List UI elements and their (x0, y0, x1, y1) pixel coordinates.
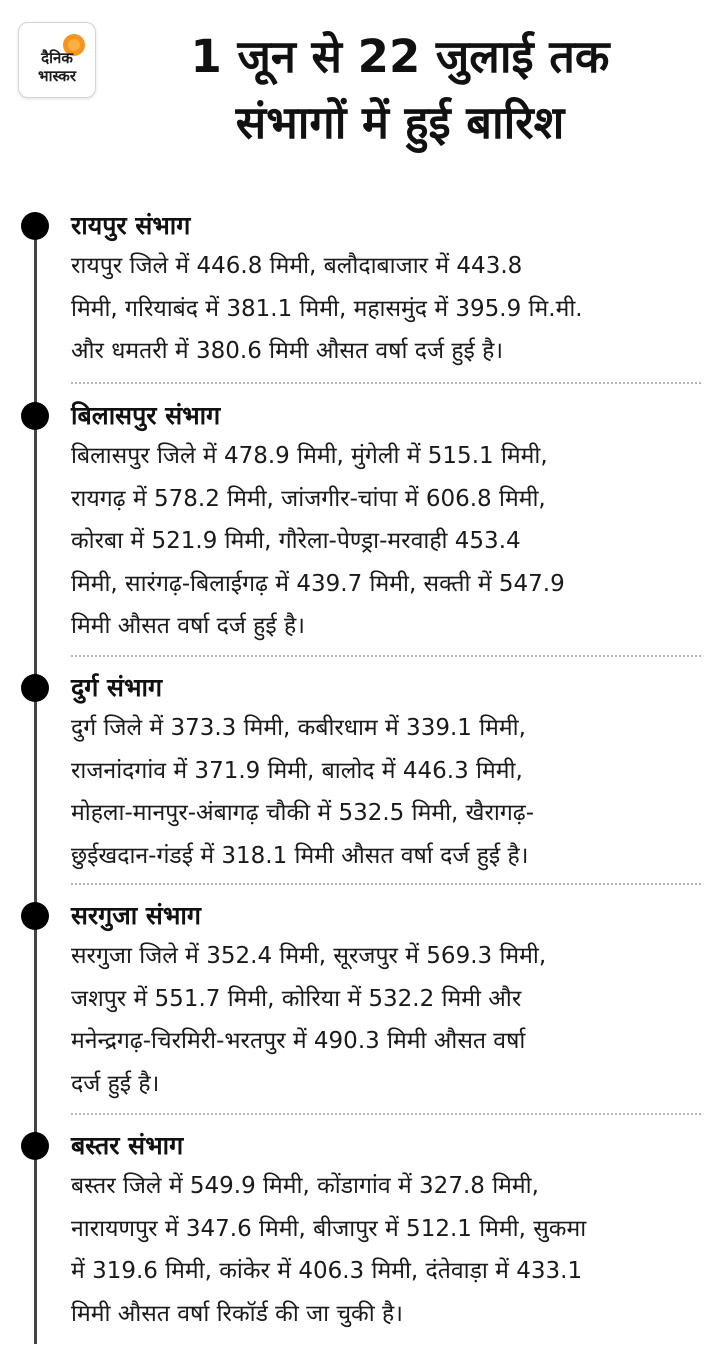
body-line: नारायणपुर में 347.6 मिमी, बीजापुर में 512.1 मिमी, सुकमा (71, 1215, 587, 1242)
bullet-dot-icon (21, 674, 49, 702)
body-line: बिलासपुर जिले में 478.9 मिमी, मुंगेली में 515.1 मिमी, (71, 443, 548, 469)
section-divider (71, 883, 701, 885)
body-line: छुईखदान-गंडई में 318.1 मिमी औसत वर्षा दर्ज हुई है। (71, 842, 529, 869)
body-line: मिमी, सारंगढ़-बिलाईगढ़ में 439.7 मिमी, सक्ती में 547.9 (71, 570, 565, 597)
logo-line-2: भास्कर (38, 67, 76, 85)
body-line: मिमी औसत वर्षा दर्ज हुई है। (71, 613, 305, 640)
section-divider (71, 1113, 701, 1115)
section-heading: सरगुजा संभाग (71, 901, 201, 930)
body-line: दुर्ग जिले में 373.3 मिमी, कबीरधाम में 339.1 मिमी, (71, 715, 526, 741)
sun-logo-icon (24, 29, 90, 91)
section-heading: बिलासपुर संभाग (71, 401, 221, 430)
bullet-dot-icon (21, 212, 49, 240)
body-line: मोहला-मानपुर-अंबागढ़ चौकी में 532.5 मिमी, खैरागढ़- (71, 800, 535, 827)
timeline-line (34, 218, 37, 1344)
section-heading: रायपुर संभाग (71, 211, 191, 240)
section-body (71, 435, 707, 648)
dainik-bhaskar-logo (18, 22, 96, 98)
page-title (100, 24, 700, 156)
body-line: बस्तर जिले में 549.9 मिमी, कोंडागांव में 327.8 मिमी, (71, 1173, 539, 1199)
title-line-2: संभागों में हुई बारिश (235, 96, 565, 149)
section-body (71, 1165, 707, 1335)
section-body (71, 245, 707, 373)
section-divider (71, 382, 701, 384)
body-line: और धमतरी में 380.6 मिमी औसत वर्षा दर्ज हुई है। (71, 338, 504, 365)
logo-line-1: दैनिक (41, 49, 73, 67)
body-line: रायगढ़ में 578.2 मिमी, जांजगीर-चांपा में 606.8 मिमी, (71, 485, 546, 512)
bullet-dot-icon (21, 1132, 49, 1160)
body-line: मिमी औसत वर्षा रिकॉर्ड की जा चुकी है। (71, 1300, 403, 1327)
section-heading: दुर्ग संभाग (71, 673, 163, 702)
bullet-dot-icon (21, 402, 49, 430)
body-line: राजनांदगांव में 371.9 मिमी, बालोद में 446.3 मिमी, (71, 757, 523, 784)
section-body (71, 707, 707, 877)
body-line: कोरबा में 521.9 मिमी, गौरेला-पेण्ड्रा-मरवाही 453.4 (71, 528, 521, 555)
bullet-dot-icon (21, 902, 49, 930)
body-line: मनेन्द्रगढ़-चिरमिरी-भरतपुर में 490.3 मिमी औसत वर्षा (71, 1028, 526, 1055)
body-line: सरगुजा जिले में 352.4 मिमी, सूरजपुर में 569.3 मिमी, (71, 943, 547, 969)
body-line: रायपुर जिले में 446.8 मिमी, बलौदाबाजार में 443.8 (71, 253, 523, 279)
body-line: में 319.6 मिमी, कांकेर में 406.3 मिमी, दंतेवाड़ा में 433.1 (71, 1258, 583, 1285)
section-divider (71, 655, 701, 657)
body-line: जशपुर में 551.7 मिमी, कोरिया में 532.2 मिमी और (71, 985, 522, 1012)
section-body (71, 935, 707, 1105)
section-heading: बस्तर संभाग (71, 1131, 184, 1160)
body-line: दर्ज हुई है। (71, 1070, 160, 1097)
header (0, 0, 720, 200)
body-line: मिमी, गरियाबंद में 381.1 मिमी, महासमुंद में 395.9 मि.मी. (71, 295, 583, 322)
title-line-1: 1 जून से 22 जुलाई तक (190, 30, 610, 83)
